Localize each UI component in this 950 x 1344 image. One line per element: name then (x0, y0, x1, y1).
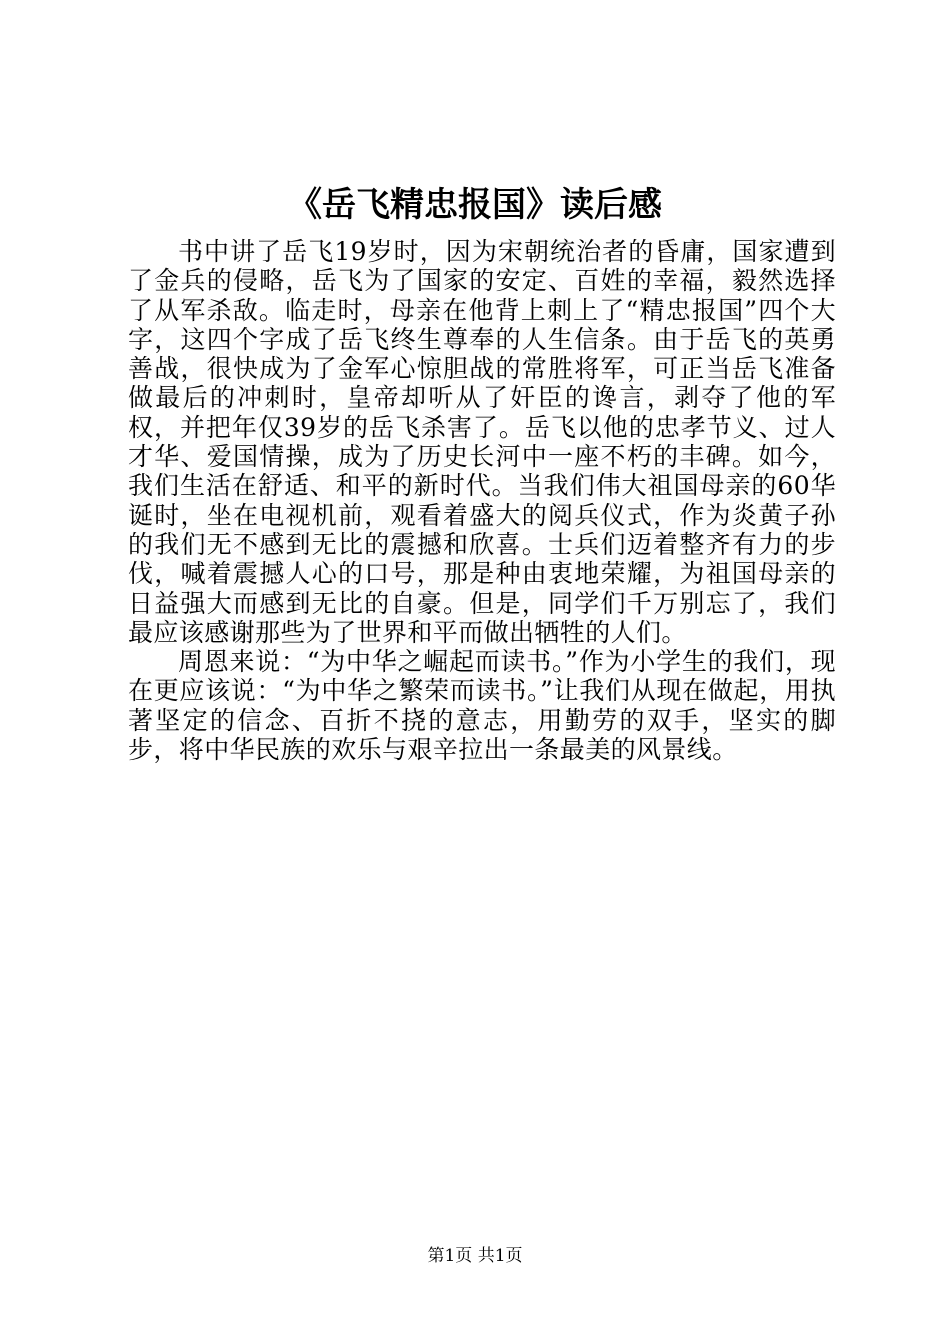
paragraph-1: 书中讲了岳飞19岁时，因为宋朝统治者的昏庸，国家遭到了金兵的侵略，岳飞为了国家的安定、百姓的幸福，毅然选择了从军杀敌。临走时，母亲在他背上刺上了“精忠报国”四个大字，这四个字成了岳飞终生尊奉的人生信条。由于岳飞的英勇善战，很快成为了金军心惊胆战的常胜将军，可正当岳飞准备做最后的冲刺时，皇帝却听从了奸臣的谗言，剥夺了他的军权，并把年仅39岁的岳飞杀害了。岳飞以他的忠孝节义、过人才华、爱国情操，成为了历史长河中一座不朽的丰碑。如今，我们生活在舒适、和平的新时代。当我们伟大祖国母亲的60华诞时，坐在电视机前，观看着盛大的阅兵仪式，作为炎黄子孙的我们无不感到无比的震撼和欣喜。士兵们迈着整齐有力的步伐，喊着震撼人心的口号，那是种由衷地荣耀，为祖国母亲的日益强大而感到无比的自豪。但是，同学们千万别忘了，我们最应该感谢那些为了世界和平而做出牺牲的人们。 (128, 237, 836, 647)
document-body (128, 237, 836, 764)
paragraph-2: 周恩来说：“为中华之崛起而读书。”作为小学生的我们，现在更应该说：“为中华之繁荣而读书。”让我们从现在做起，用执著坚定的信念、百折不挠的意志，用勤劳的双手，坚实的脚步，将中华民族的欢乐与艰辛拉出一条最美的风景线。 (128, 647, 836, 765)
page-number-footer: 第1页 共1页 (427, 1246, 523, 1266)
page-title: 《岳飞精忠报国》读后感 (288, 185, 662, 225)
